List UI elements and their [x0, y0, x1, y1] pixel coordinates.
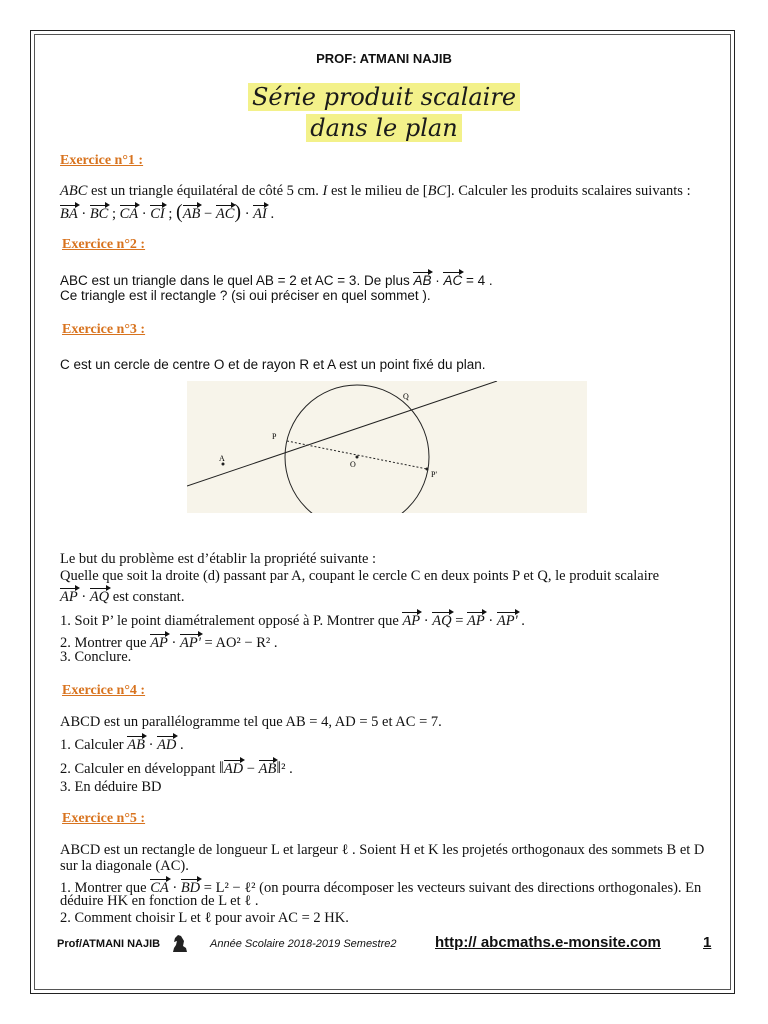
line-d: [187, 381, 497, 486]
footer-author: Prof/ATMANI NAJIB: [57, 938, 161, 950]
title-line-2: dans le plan: [306, 114, 461, 142]
exercise-5-heading: Exercice n°5 :: [62, 811, 146, 826]
exercise-5-line-1: ABCD est un rectangle de longueur L et largeur ℓ . Soient H et K les projetés orthogonaux des sommets B et D: [60, 842, 705, 858]
footer-year: Année Scolaire 2018-2019 Semestre2: [210, 938, 397, 950]
exercise-3-question-3: 3. Conclure.: [60, 649, 132, 665]
circle-figure-svg: [187, 381, 587, 513]
exercise-4-question-2: 2. Calculer en développant ‖AD − AB‖² .: [60, 758, 293, 777]
exercise-5-line-4: déduire HK en fonction de L et ℓ .: [60, 893, 259, 909]
exercise-5-line-5: 2. Comment choisir L et ℓ pour avoir AC = 2 HK.: [60, 910, 349, 926]
exercise-2-line-2: Ce triangle est il rectangle ? (si oui préciser en quel sommet ).: [60, 288, 431, 303]
exercise-3-question-2: 2. Montrer que AP · AP' = AO² − R² .: [60, 632, 277, 652]
label-p-prime: P': [431, 470, 437, 479]
label-o: O: [350, 460, 356, 469]
diameter-pp: [287, 441, 427, 469]
chess-knight-icon: [169, 932, 191, 954]
exercise-3-goal-1: Le but du problème est d’établir la propriété suivante :: [60, 551, 377, 567]
label-q: Q: [403, 392, 409, 401]
exercise-1-statement: ABC est un triangle équilatéral de côté 5 cm. I est le milieu de [BC]. Calculer les produits scalaires suivants :: [60, 183, 691, 199]
exercise-1-products: BA · BC ; CA · CI ; (AB − AC) · AI .: [60, 201, 275, 223]
label-p: P: [272, 432, 277, 441]
exercise-1-heading: Exercice n°1 :: [60, 153, 144, 168]
title-block-2: [0, 113, 768, 143]
exercise-5-line-3: 1. Montrer que CA · BD = L² − ℓ² (on pourra décomposer les vecteurs suivant des directions orthogonales). En: [60, 877, 701, 897]
title-line-1: Série produit scalaire: [248, 83, 520, 111]
exercise-3-goal-3: AP · AQ est constant.: [60, 586, 184, 606]
exercise-4-question-1: 1. Calculer AB · AD .: [60, 734, 184, 754]
exercise-3-heading: Exercice n°3 :: [62, 322, 146, 337]
exercise-3-goal-2: Quelle que soit la droite (d) passant par A, coupant le cercle C en deux points P et Q, le produit scalaire: [60, 568, 660, 584]
exercise-3-intro: C est un cercle de centre O et de rayon R et A est un point fixé du plan.: [60, 357, 486, 372]
title-block: [0, 82, 768, 112]
page-number: 1: [703, 934, 712, 951]
label-a: A: [219, 454, 225, 463]
circle-c: [285, 385, 429, 513]
exercise-2-heading: Exercice n°2 :: [62, 237, 146, 252]
footer-website-link[interactable]: http:// abcmaths.e-monsite.com: [435, 934, 661, 951]
exercise-2-line-1: ABC est un triangle dans le quel AB = 2 et AC = 3. De plus AB · AC = 4 .: [60, 270, 493, 289]
exercise-3-question-1: 1. Soit P’ le point diamétralement opposé à P. Montrer que AP · AQ = AP · AP' .: [60, 610, 525, 630]
author-header: PROF: ATMANI NAJIB: [316, 51, 452, 66]
exercise-4-question-3: 3. En déduire BD: [60, 779, 162, 795]
exercise-4-intro: ABCD est un parallélogramme tel que AB = 4, AD = 5 et AC = 7.: [60, 714, 442, 730]
exercise-5-line-2: sur la diagonale (AC).: [60, 858, 189, 874]
center-o-dot: [356, 456, 359, 459]
circle-figure: [187, 381, 587, 513]
point-pp-dot: [426, 468, 429, 471]
exercise-4-heading: Exercice n°4 :: [62, 683, 146, 698]
